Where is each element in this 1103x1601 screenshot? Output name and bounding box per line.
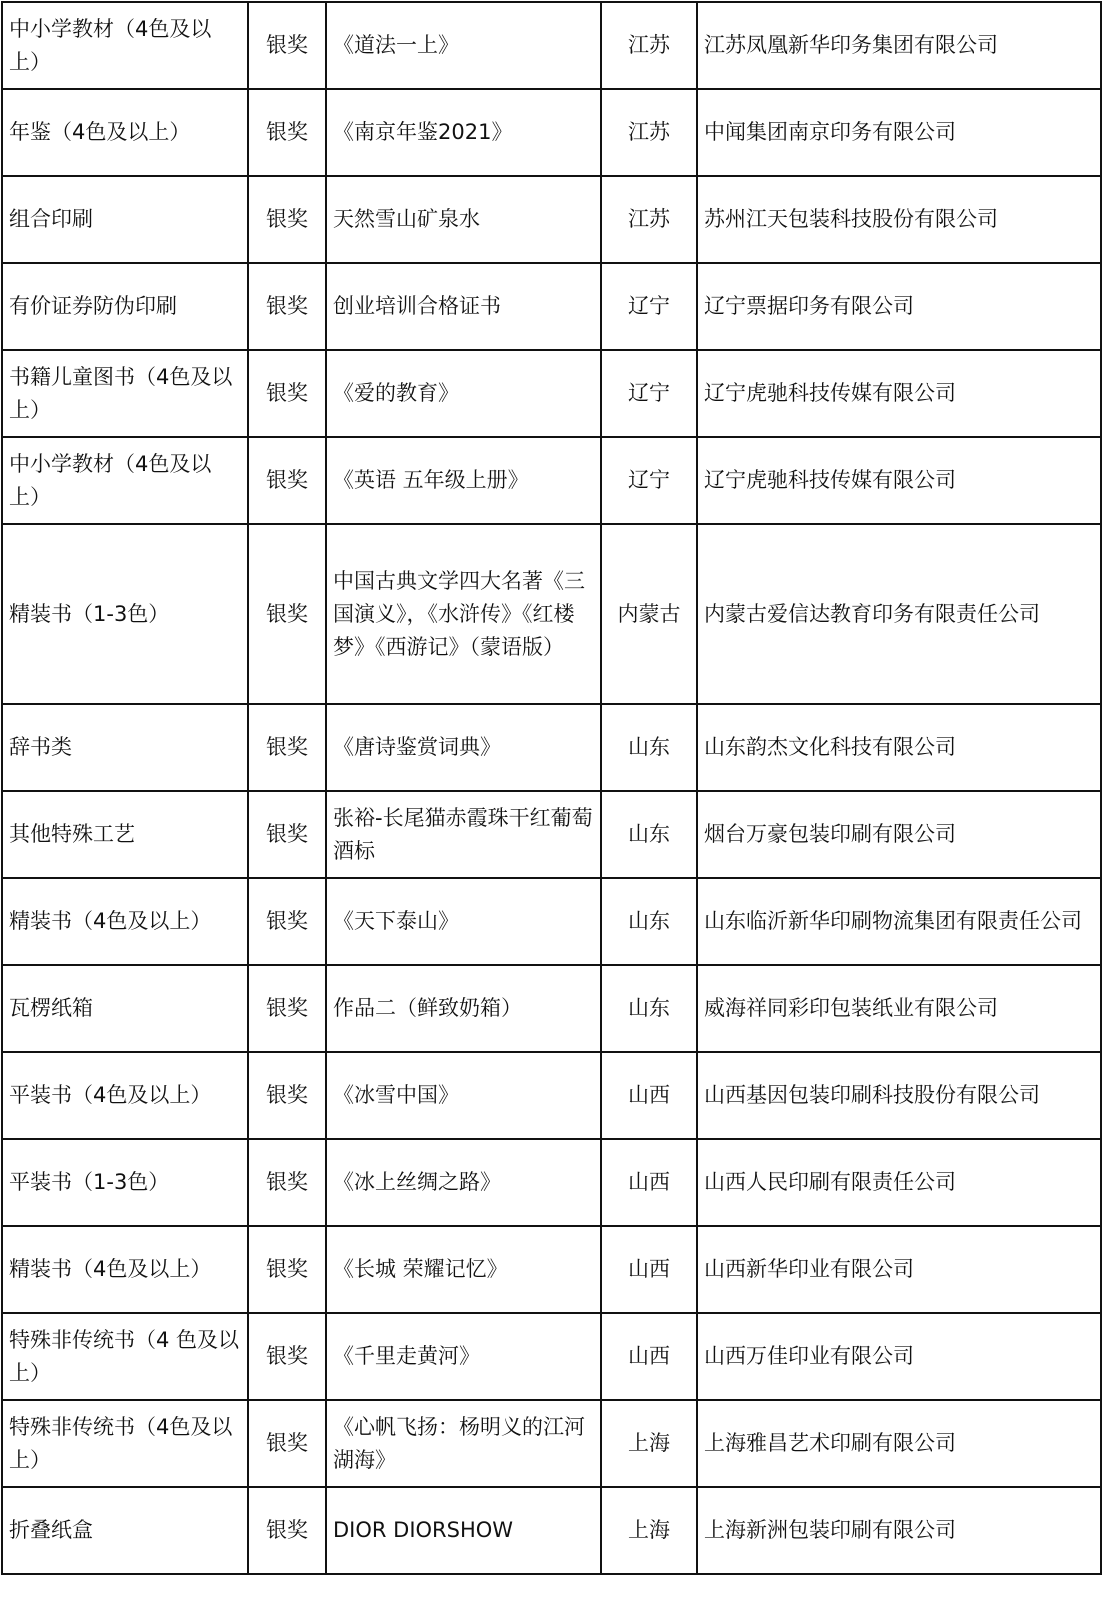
table-row — [2, 2, 1101, 89]
table-row — [2, 263, 1101, 350]
company-cell: 烟台万豪包装印刷有限公司 — [697, 791, 1101, 878]
category-cell: 特殊非传统书（4 色及以上） — [2, 1313, 248, 1400]
company-cell: 中闻集团南京印务有限公司 — [697, 89, 1101, 176]
company-cell: 山西新华印业有限公司 — [697, 1226, 1101, 1313]
province-cell: 山西 — [601, 1139, 697, 1226]
province-cell: 山西 — [601, 1052, 697, 1139]
award-cell: 银奖 — [248, 89, 326, 176]
table-row — [2, 437, 1101, 524]
awards-table — [1, 1, 1102, 1575]
award-cell: 银奖 — [248, 791, 326, 878]
work-cell: 《千里走黄河》 — [326, 1313, 601, 1400]
award-cell: 银奖 — [248, 1400, 326, 1487]
province-cell: 上海 — [601, 1400, 697, 1487]
award-cell: 银奖 — [248, 524, 326, 704]
province-cell: 上海 — [601, 1487, 697, 1574]
province-cell: 江苏 — [601, 2, 697, 89]
category-cell: 组合印刷 — [2, 176, 248, 263]
award-cell: 银奖 — [248, 350, 326, 437]
company-cell: 山西万佳印业有限公司 — [697, 1313, 1101, 1400]
work-cell: 作品二（鲜致奶箱） — [326, 965, 601, 1052]
province-cell: 江苏 — [601, 176, 697, 263]
province-cell: 山东 — [601, 704, 697, 791]
province-cell: 辽宁 — [601, 263, 697, 350]
company-cell: 江苏凤凰新华印务集团有限公司 — [697, 2, 1101, 89]
company-cell: 山东韵杰文化科技有限公司 — [697, 704, 1101, 791]
award-cell: 银奖 — [248, 1052, 326, 1139]
award-cell: 银奖 — [248, 176, 326, 263]
work-cell: 《天下泰山》 — [326, 878, 601, 965]
province-cell: 山东 — [601, 791, 697, 878]
work-cell: 《英语 五年级上册》 — [326, 437, 601, 524]
company-cell: 山西人民印刷有限责任公司 — [697, 1139, 1101, 1226]
company-cell: 威海祥同彩印包装纸业有限公司 — [697, 965, 1101, 1052]
award-cell: 银奖 — [248, 965, 326, 1052]
province-cell: 辽宁 — [601, 437, 697, 524]
table-row — [2, 1052, 1101, 1139]
work-cell: 张裕-长尾猫赤霞珠干红葡萄酒标 — [326, 791, 601, 878]
province-cell: 山东 — [601, 878, 697, 965]
table-row — [2, 878, 1101, 965]
work-cell: 《爱的教育》 — [326, 350, 601, 437]
award-cell: 银奖 — [248, 437, 326, 524]
category-cell: 中小学教材（4色及以上） — [2, 437, 248, 524]
work-cell: 中国古典文学四大名著《三国演义》，《水浒传》《红楼梦》《西游记》（蒙语版） — [326, 524, 601, 704]
province-cell: 山西 — [601, 1226, 697, 1313]
company-cell: 苏州江天包装科技股份有限公司 — [697, 176, 1101, 263]
table-row — [2, 524, 1101, 704]
category-cell: 其他特殊工艺 — [2, 791, 248, 878]
category-cell: 平装书（4色及以上） — [2, 1052, 248, 1139]
company-cell: 辽宁虎驰科技传媒有限公司 — [697, 350, 1101, 437]
category-cell: 平装书（1-3色） — [2, 1139, 248, 1226]
work-cell: 《长城 荣耀记忆》 — [326, 1226, 601, 1313]
work-cell: 《冰上丝绸之路》 — [326, 1139, 601, 1226]
category-cell: 有价证券防伪印刷 — [2, 263, 248, 350]
table-row — [2, 176, 1101, 263]
province-cell: 辽宁 — [601, 350, 697, 437]
award-cell: 银奖 — [248, 1139, 326, 1226]
table-row — [2, 1226, 1101, 1313]
company-cell: 辽宁虎驰科技传媒有限公司 — [697, 437, 1101, 524]
work-cell: 《唐诗鉴赏词典》 — [326, 704, 601, 791]
work-cell: 《冰雪中国》 — [326, 1052, 601, 1139]
work-cell: DIOR DIORSHOW — [326, 1487, 601, 1574]
table-row — [2, 1400, 1101, 1487]
table-row — [2, 791, 1101, 878]
work-cell: 创业培训合格证书 — [326, 263, 601, 350]
award-cell: 银奖 — [248, 2, 326, 89]
award-cell: 银奖 — [248, 704, 326, 791]
table-row — [2, 89, 1101, 176]
company-cell: 山西基因包装印刷科技股份有限公司 — [697, 1052, 1101, 1139]
province-cell: 山东 — [601, 965, 697, 1052]
award-cell: 银奖 — [248, 1487, 326, 1574]
company-cell: 山东临沂新华印刷物流集团有限责任公司 — [697, 878, 1101, 965]
category-cell: 精装书（4色及以上） — [2, 1226, 248, 1313]
company-cell: 上海新洲包装印刷有限公司 — [697, 1487, 1101, 1574]
table-row — [2, 965, 1101, 1052]
table-row — [2, 1313, 1101, 1400]
category-cell: 瓦楞纸箱 — [2, 965, 248, 1052]
province-cell: 内蒙古 — [601, 524, 697, 704]
table-row — [2, 704, 1101, 791]
company-cell: 内蒙古爱信达教育印务有限责任公司 — [697, 524, 1101, 704]
award-cell: 银奖 — [248, 1226, 326, 1313]
category-cell: 中小学教材（4色及以上） — [2, 2, 248, 89]
work-cell: 《南京年鉴2021》 — [326, 89, 601, 176]
category-cell: 辞书类 — [2, 704, 248, 791]
category-cell: 精装书（1-3色） — [2, 524, 248, 704]
award-cell: 银奖 — [248, 1313, 326, 1400]
category-cell: 精装书（4色及以上） — [2, 878, 248, 965]
award-cell: 银奖 — [248, 263, 326, 350]
work-cell: 《道法一上》 — [326, 2, 601, 89]
category-cell: 折叠纸盒 — [2, 1487, 248, 1574]
category-cell: 年鉴（4色及以上） — [2, 89, 248, 176]
province-cell: 山西 — [601, 1313, 697, 1400]
table-row — [2, 1487, 1101, 1574]
table-row — [2, 1139, 1101, 1226]
table-row — [2, 350, 1101, 437]
award-cell: 银奖 — [248, 878, 326, 965]
category-cell: 特殊非传统书（4色及以上） — [2, 1400, 248, 1487]
company-cell: 上海雅昌艺术印刷有限公司 — [697, 1400, 1101, 1487]
province-cell: 江苏 — [601, 89, 697, 176]
category-cell: 书籍儿童图书（4色及以上） — [2, 350, 248, 437]
work-cell: 天然雪山矿泉水 — [326, 176, 601, 263]
company-cell: 辽宁票据印务有限公司 — [697, 263, 1101, 350]
work-cell: 《心帆飞扬：杨明义的江河湖海》 — [326, 1400, 601, 1487]
